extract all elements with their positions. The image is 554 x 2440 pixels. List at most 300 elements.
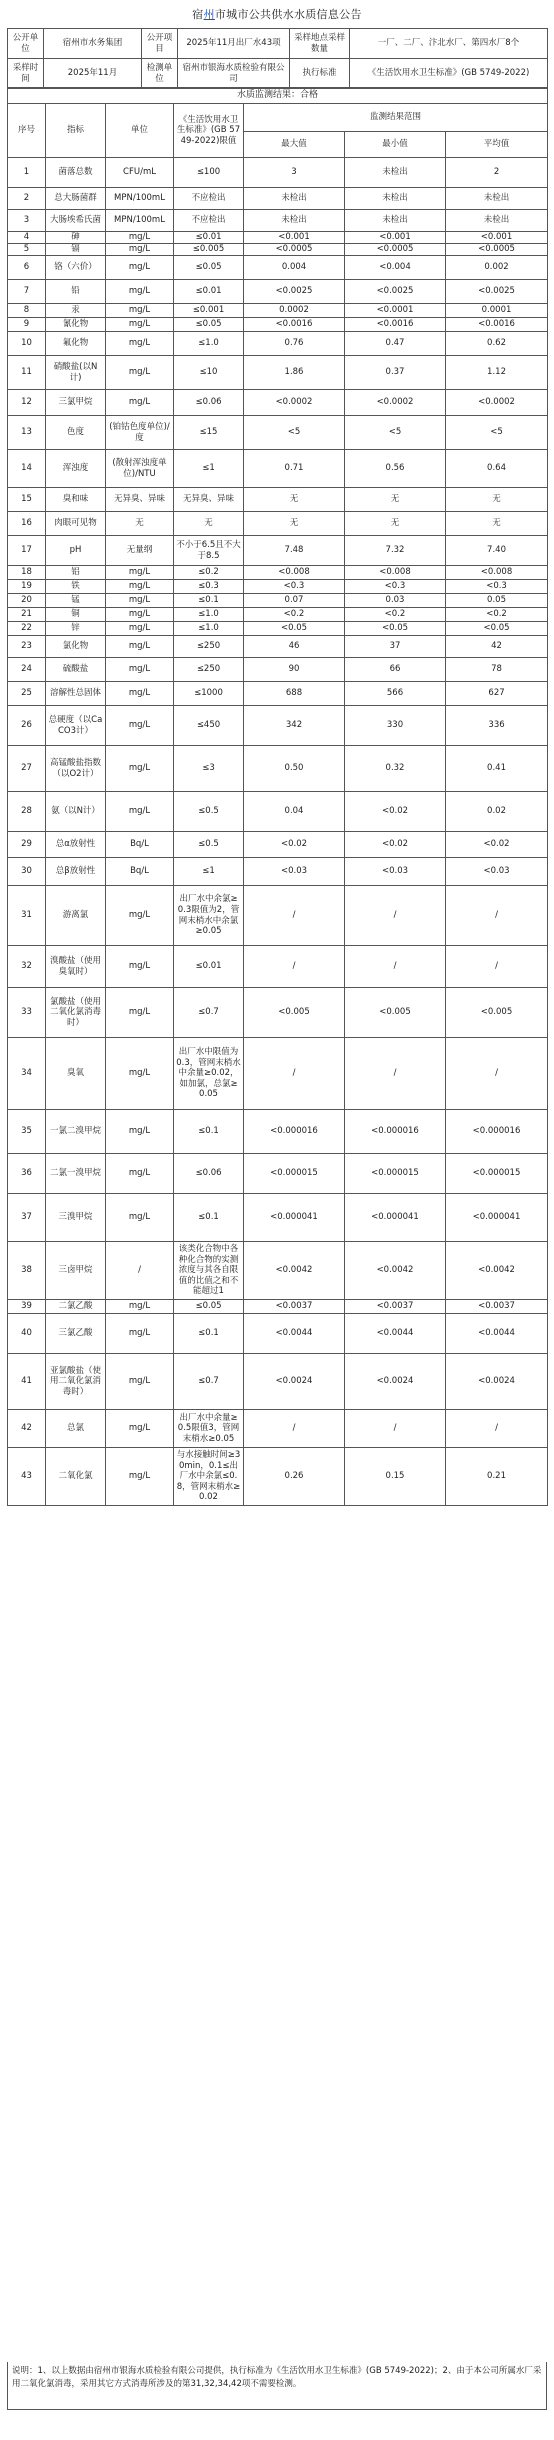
- cell-no: 38: [8, 1242, 46, 1300]
- table-row: [8, 636, 548, 658]
- cell-min: 330: [345, 706, 446, 746]
- cell-avg: <0.3: [446, 580, 548, 594]
- cell-item: 氟化物: [46, 332, 106, 356]
- cell-no: 8: [8, 304, 46, 318]
- cell-item: 肉眼可见物: [46, 512, 106, 536]
- info-label: 采样时间: [8, 59, 44, 89]
- cell-item: 锌: [46, 622, 106, 636]
- cell-unit: mg/L: [106, 280, 174, 304]
- cell-no: 42: [8, 1410, 46, 1448]
- cell-item: 氰化物: [46, 318, 106, 332]
- cell-unit: mg/L: [106, 232, 174, 244]
- cell-max: 0.07: [244, 594, 345, 608]
- cell-item: 总大肠菌群: [46, 188, 106, 210]
- table-row: [8, 682, 548, 706]
- cell-min: <0.0037: [345, 1300, 446, 1314]
- cell-avg: <0.02: [446, 832, 548, 858]
- cell-unit: MPN/100mL: [106, 210, 174, 232]
- cell-avg: 未检出: [446, 210, 548, 232]
- header-row-1: [8, 104, 548, 132]
- cell-limit: ≤100: [174, 158, 244, 188]
- info-label: 公开项目: [142, 29, 178, 59]
- cell-limit: ≤450: [174, 706, 244, 746]
- table-row: [8, 536, 548, 566]
- table-row: [8, 1194, 548, 1242]
- cell-no: 12: [8, 390, 46, 416]
- header-max: 最大值: [244, 132, 345, 158]
- cell-max: <0.0042: [244, 1242, 345, 1300]
- cell-limit: ≤0.01: [174, 232, 244, 244]
- info-value: 一厂、二厂、汴北水厂、第四水厂8个: [350, 29, 548, 59]
- cell-min: <0.3: [345, 580, 446, 594]
- table-row: [8, 792, 548, 832]
- table-row: [8, 608, 548, 622]
- cell-min: <0.0016: [345, 318, 446, 332]
- cell-limit: 不应检出: [174, 188, 244, 210]
- table-row: [8, 1154, 548, 1194]
- cell-avg: <0.0005: [446, 244, 548, 256]
- cell-max: <0.008: [244, 566, 345, 580]
- cell-item: 大肠埃希氏菌: [46, 210, 106, 232]
- cell-max: 无: [244, 488, 345, 512]
- cell-no: 23: [8, 636, 46, 658]
- table-row: [8, 332, 548, 356]
- cell-item: 铅: [46, 280, 106, 304]
- cell-avg: 627: [446, 682, 548, 706]
- cell-limit: 出厂水中余量≥0.5限值3，管网末梢水≥0.05: [174, 1410, 244, 1448]
- cell-unit: mg/L: [106, 746, 174, 792]
- cell-item: 氯酸盐（使用二氧化氯消毒时）: [46, 988, 106, 1038]
- cell-no: 33: [8, 988, 46, 1038]
- cell-unit: mg/L: [106, 1410, 174, 1448]
- cell-min: <0.0002: [345, 390, 446, 416]
- cell-min: <5: [345, 416, 446, 450]
- cell-no: 22: [8, 622, 46, 636]
- cell-avg: <0.05: [446, 622, 548, 636]
- cell-limit: 与水接触时间≥30min，0.1≤出厂水中余氯≤0.8，管网末梢水≥0.02: [174, 1448, 244, 1506]
- cell-max: <0.0037: [244, 1300, 345, 1314]
- cell-unit: Bq/L: [106, 858, 174, 886]
- cell-limit: ≤0.06: [174, 1154, 244, 1194]
- cell-limit: ≤0.005: [174, 244, 244, 256]
- cell-max: <0.0025: [244, 280, 345, 304]
- cell-avg: 7.40: [446, 536, 548, 566]
- cell-max: 688: [244, 682, 345, 706]
- cell-no: 25: [8, 682, 46, 706]
- cell-unit: mg/L: [106, 244, 174, 256]
- cell-unit: MPN/100mL: [106, 188, 174, 210]
- cell-min: 无: [345, 512, 446, 536]
- cell-min: <0.001: [345, 232, 446, 244]
- cell-avg: 0.02: [446, 792, 548, 832]
- cell-min: <0.0044: [345, 1314, 446, 1354]
- cell-avg: 0.64: [446, 450, 548, 488]
- cell-avg: <0.0044: [446, 1314, 548, 1354]
- cell-no: 18: [8, 566, 46, 580]
- cell-avg: <0.000041: [446, 1194, 548, 1242]
- cell-limit: 出厂水中余氯≥0.3限值为2，管网末梢水中余氯≥0.05: [174, 886, 244, 946]
- cell-limit: 无异臭、异味: [174, 488, 244, 512]
- header-avg: 平均值: [446, 132, 548, 158]
- cell-max: 1.86: [244, 356, 345, 390]
- cell-avg: <0.0025: [446, 280, 548, 304]
- cell-unit: mg/L: [106, 792, 174, 832]
- cell-item: 二氯一溴甲烷: [46, 1154, 106, 1194]
- cell-no: 6: [8, 256, 46, 280]
- cell-item: 一氯二溴甲烷: [46, 1110, 106, 1154]
- cell-max: 0.04: [244, 792, 345, 832]
- header-item: 指标: [46, 104, 106, 158]
- cell-no: 31: [8, 886, 46, 946]
- cell-item: 氨（以N计）: [46, 792, 106, 832]
- cell-item: 浑浊度: [46, 450, 106, 488]
- cell-limit: ≤0.3: [174, 580, 244, 594]
- table-row: [8, 1110, 548, 1154]
- table-row: [8, 244, 548, 256]
- table-row: [8, 622, 548, 636]
- table-row: [8, 706, 548, 746]
- cell-unit: mg/L: [106, 988, 174, 1038]
- cell-unit: mg/L: [106, 622, 174, 636]
- cell-min: 未检出: [345, 158, 446, 188]
- cell-unit: Bq/L: [106, 832, 174, 858]
- cell-limit: ≤0.001: [174, 304, 244, 318]
- cell-unit: 无量纲: [106, 536, 174, 566]
- table-row: [8, 512, 548, 536]
- cell-limit: ≤1.0: [174, 332, 244, 356]
- cell-avg: <0.0024: [446, 1354, 548, 1410]
- cell-unit: mg/L: [106, 256, 174, 280]
- cell-avg: <0.001: [446, 232, 548, 244]
- cell-item: 三氯乙酸: [46, 1314, 106, 1354]
- cell-max: <0.0005: [244, 244, 345, 256]
- cell-max: <0.2: [244, 608, 345, 622]
- cell-max: 0.50: [244, 746, 345, 792]
- cell-limit: ≤1: [174, 450, 244, 488]
- cell-limit: ≤0.5: [174, 832, 244, 858]
- cell-max: <0.02: [244, 832, 345, 858]
- cell-avg: <0.0037: [446, 1300, 548, 1314]
- cell-unit: mg/L: [106, 1300, 174, 1314]
- cell-min: /: [345, 1410, 446, 1448]
- cell-max: <0.0002: [244, 390, 345, 416]
- cell-limit: ≤0.5: [174, 792, 244, 832]
- cell-item: 铝: [46, 566, 106, 580]
- cell-limit: ≤1.0: [174, 608, 244, 622]
- cell-max: <0.0044: [244, 1314, 345, 1354]
- table-row: [8, 1410, 548, 1448]
- cell-limit: ≤0.05: [174, 256, 244, 280]
- results-table: [7, 87, 548, 1506]
- cell-limit: ≤3: [174, 746, 244, 792]
- cell-min: <0.0001: [345, 304, 446, 318]
- table-row: [8, 280, 548, 304]
- table-row: [8, 1038, 548, 1110]
- cell-limit: ≤0.05: [174, 1300, 244, 1314]
- cell-min: <0.02: [345, 792, 446, 832]
- cell-no: 39: [8, 1300, 46, 1314]
- cell-item: 铁: [46, 580, 106, 594]
- cell-no: 40: [8, 1314, 46, 1354]
- table-row: [8, 832, 548, 858]
- cell-max: 0.004: [244, 256, 345, 280]
- cell-min: <0.02: [345, 832, 446, 858]
- cell-min: <0.0005: [345, 244, 446, 256]
- info-value: 2025年11月: [44, 59, 142, 89]
- cell-max: /: [244, 946, 345, 988]
- cell-unit: mg/L: [106, 1448, 174, 1506]
- cell-item: 砷: [46, 232, 106, 244]
- cell-unit: mg/L: [106, 580, 174, 594]
- info-label: 检测单位: [142, 59, 178, 89]
- cell-avg: 0.002: [446, 256, 548, 280]
- cell-max: /: [244, 1038, 345, 1110]
- header-limit: 《生活饮用水卫生标准》(GB 5749-2022)限值: [174, 104, 244, 158]
- cell-item: 二氧化氯: [46, 1448, 106, 1506]
- cell-no: 17: [8, 536, 46, 566]
- cell-max: <5: [244, 416, 345, 450]
- cell-item: 臭和味: [46, 488, 106, 512]
- cell-unit: mg/L: [106, 1110, 174, 1154]
- cell-unit: mg/L: [106, 1154, 174, 1194]
- cell-max: 无: [244, 512, 345, 536]
- cell-limit: ≤0.1: [174, 1194, 244, 1242]
- cell-unit: mg/L: [106, 1314, 174, 1354]
- cell-min: <0.008: [345, 566, 446, 580]
- cell-item: 臭氧: [46, 1038, 106, 1110]
- cell-limit: 出厂水中限值为0.3，管网末梢水中余量≥0.02，如加氯，总氯≥0.05: [174, 1038, 244, 1110]
- cell-no: 3: [8, 210, 46, 232]
- cell-unit: mg/L: [106, 706, 174, 746]
- cell-min: <0.000041: [345, 1194, 446, 1242]
- table-row: [8, 390, 548, 416]
- cell-limit: 该类化合物中各种化合物的实测浓度与其各自限值的比值之和不能超过1: [174, 1242, 244, 1300]
- info-row-2: [8, 59, 548, 89]
- cell-limit: ≤0.7: [174, 1354, 244, 1410]
- cell-item: 铜: [46, 608, 106, 622]
- table-row: [8, 318, 548, 332]
- header-no: 序号: [8, 104, 46, 158]
- cell-avg: <0.03: [446, 858, 548, 886]
- cell-unit: mg/L: [106, 390, 174, 416]
- cell-min: <0.05: [345, 622, 446, 636]
- cell-max: <0.0024: [244, 1354, 345, 1410]
- table-row: [8, 988, 548, 1038]
- cell-item: 色度: [46, 416, 106, 450]
- cell-item: 三卤甲烷: [46, 1242, 106, 1300]
- cell-max: 0.0002: [244, 304, 345, 318]
- cell-limit: ≤0.01: [174, 946, 244, 988]
- cell-unit: (散射浑浊度单位)/NTU: [106, 450, 174, 488]
- cell-avg: 78: [446, 658, 548, 682]
- cell-avg: 0.21: [446, 1448, 548, 1506]
- info-value: 宿州市水务集团: [44, 29, 142, 59]
- cell-item: 铬（六价）: [46, 256, 106, 280]
- table-row: [8, 566, 548, 580]
- cell-limit: ≤250: [174, 658, 244, 682]
- cell-min: <0.03: [345, 858, 446, 886]
- cell-limit: ≤1.0: [174, 622, 244, 636]
- cell-limit: ≤0.01: [174, 280, 244, 304]
- cell-no: 14: [8, 450, 46, 488]
- cell-unit: mg/L: [106, 658, 174, 682]
- cell-no: 7: [8, 280, 46, 304]
- cell-max: <0.03: [244, 858, 345, 886]
- cell-min: 0.56: [345, 450, 446, 488]
- cell-min: <0.0042: [345, 1242, 446, 1300]
- cell-item: 总氯: [46, 1410, 106, 1448]
- footnote: 说明：1、以上数据由宿州市银海水质检验有限公司提供，执行标准为《生活饮用水卫生标准》(GB 5749-2022)；2、由于本公司所属水厂采用二氧化氯消毒，采用其它方式消毒所涉及的第31,32,34,42项不需要检测。: [7, 2362, 547, 2410]
- cell-limit: 不小于6.5且不大于8.5: [174, 536, 244, 566]
- info-row-1: [8, 29, 548, 59]
- cell-min: 0.03: [345, 594, 446, 608]
- table-row: [8, 416, 548, 450]
- cell-max: <0.000016: [244, 1110, 345, 1154]
- cell-avg: <0.0002: [446, 390, 548, 416]
- table-row: [8, 858, 548, 886]
- cell-avg: 336: [446, 706, 548, 746]
- cell-limit: ≤15: [174, 416, 244, 450]
- cell-max: /: [244, 886, 345, 946]
- cell-item: 三溴甲烷: [46, 1194, 106, 1242]
- table-row: [8, 1300, 548, 1314]
- cell-item: 锰: [46, 594, 106, 608]
- table-row: [8, 658, 548, 682]
- cell-min: /: [345, 1038, 446, 1110]
- cell-no: 35: [8, 1110, 46, 1154]
- cell-no: 29: [8, 832, 46, 858]
- cell-unit: mg/L: [106, 318, 174, 332]
- result-row: [8, 88, 548, 104]
- cell-avg: /: [446, 886, 548, 946]
- cell-item: 总β放射性: [46, 858, 106, 886]
- info-label: 执行标准: [290, 59, 350, 89]
- cell-item: 硫酸盐: [46, 658, 106, 682]
- info-label: 采样地点采样数量: [290, 29, 350, 59]
- cell-unit: mg/L: [106, 356, 174, 390]
- cell-min: 37: [345, 636, 446, 658]
- cell-unit: mg/L: [106, 608, 174, 622]
- cell-avg: 0.41: [446, 746, 548, 792]
- cell-no: 41: [8, 1354, 46, 1410]
- cell-max: 未检出: [244, 210, 345, 232]
- cell-min: <0.000015: [345, 1154, 446, 1194]
- title-suffix: 市城市公共供水水质信息公告: [214, 8, 362, 21]
- cell-item: 二氯乙酸: [46, 1300, 106, 1314]
- cell-no: 10: [8, 332, 46, 356]
- cell-limit: ≤0.2: [174, 566, 244, 580]
- cell-max: 未检出: [244, 188, 345, 210]
- cell-max: <0.000041: [244, 1194, 345, 1242]
- cell-unit: mg/L: [106, 1038, 174, 1110]
- cell-avg: 0.05: [446, 594, 548, 608]
- cell-no: 36: [8, 1154, 46, 1194]
- cell-no: 21: [8, 608, 46, 622]
- cell-item: 总硬度（以CaCO3计）: [46, 706, 106, 746]
- cell-no: 1: [8, 158, 46, 188]
- cell-avg: 42: [446, 636, 548, 658]
- cell-item: 氯化物: [46, 636, 106, 658]
- cell-min: <0.004: [345, 256, 446, 280]
- cell-item: 汞: [46, 304, 106, 318]
- table-row: [8, 1242, 548, 1300]
- info-value: 2025年11月出厂水43项: [178, 29, 290, 59]
- cell-no: 34: [8, 1038, 46, 1110]
- cell-item: 菌落总数: [46, 158, 106, 188]
- cell-unit: mg/L: [106, 594, 174, 608]
- cell-min: 566: [345, 682, 446, 706]
- cell-item: 三氯甲烷: [46, 390, 106, 416]
- cell-unit: /: [106, 1242, 174, 1300]
- cell-avg: /: [446, 946, 548, 988]
- cell-no: 26: [8, 706, 46, 746]
- cell-unit: mg/L: [106, 304, 174, 318]
- cell-max: /: [244, 1410, 345, 1448]
- cell-avg: 2: [446, 158, 548, 188]
- cell-unit: (铂钴色度单位)/度: [106, 416, 174, 450]
- cell-item: 镉: [46, 244, 106, 256]
- cell-no: 11: [8, 356, 46, 390]
- cell-max: 0.76: [244, 332, 345, 356]
- cell-no: 4: [8, 232, 46, 244]
- cell-no: 5: [8, 244, 46, 256]
- cell-unit: CFU/mL: [106, 158, 174, 188]
- cell-no: 30: [8, 858, 46, 886]
- cell-limit: ≤0.7: [174, 988, 244, 1038]
- table-row: [8, 946, 548, 988]
- cell-no: 9: [8, 318, 46, 332]
- cell-min: 0.32: [345, 746, 446, 792]
- cell-no: 37: [8, 1194, 46, 1242]
- table-row: [8, 1448, 548, 1506]
- cell-max: <0.000015: [244, 1154, 345, 1194]
- cell-no: 16: [8, 512, 46, 536]
- cell-unit: mg/L: [106, 682, 174, 706]
- cell-limit: ≤1: [174, 858, 244, 886]
- cell-max: 0.71: [244, 450, 345, 488]
- cell-item: 游离氯: [46, 886, 106, 946]
- cell-no: 24: [8, 658, 46, 682]
- cell-no: 32: [8, 946, 46, 988]
- cell-min: 0.15: [345, 1448, 446, 1506]
- cell-avg: 1.12: [446, 356, 548, 390]
- cell-unit: mg/L: [106, 1354, 174, 1410]
- cell-avg: <0.0016: [446, 318, 548, 332]
- cell-max: 7.48: [244, 536, 345, 566]
- cell-limit: ≤0.06: [174, 390, 244, 416]
- table-row: [8, 158, 548, 188]
- table-row: [8, 210, 548, 232]
- cell-max: <0.3: [244, 580, 345, 594]
- cell-avg: /: [446, 1038, 548, 1110]
- table-row: [8, 746, 548, 792]
- cell-limit: ≤250: [174, 636, 244, 658]
- cell-avg: <0.005: [446, 988, 548, 1038]
- cell-unit: mg/L: [106, 566, 174, 580]
- cell-min: 未检出: [345, 188, 446, 210]
- table-row: [8, 1314, 548, 1354]
- cell-no: 15: [8, 488, 46, 512]
- cell-max: 342: [244, 706, 345, 746]
- cell-item: 溶解性总固体: [46, 682, 106, 706]
- title-highlight: 州: [203, 8, 215, 21]
- table-row: [8, 594, 548, 608]
- table-row: [8, 886, 548, 946]
- cell-avg: <0.000015: [446, 1154, 548, 1194]
- cell-unit: mg/L: [106, 946, 174, 988]
- cell-avg: 0.62: [446, 332, 548, 356]
- cell-limit: ≤0.1: [174, 1110, 244, 1154]
